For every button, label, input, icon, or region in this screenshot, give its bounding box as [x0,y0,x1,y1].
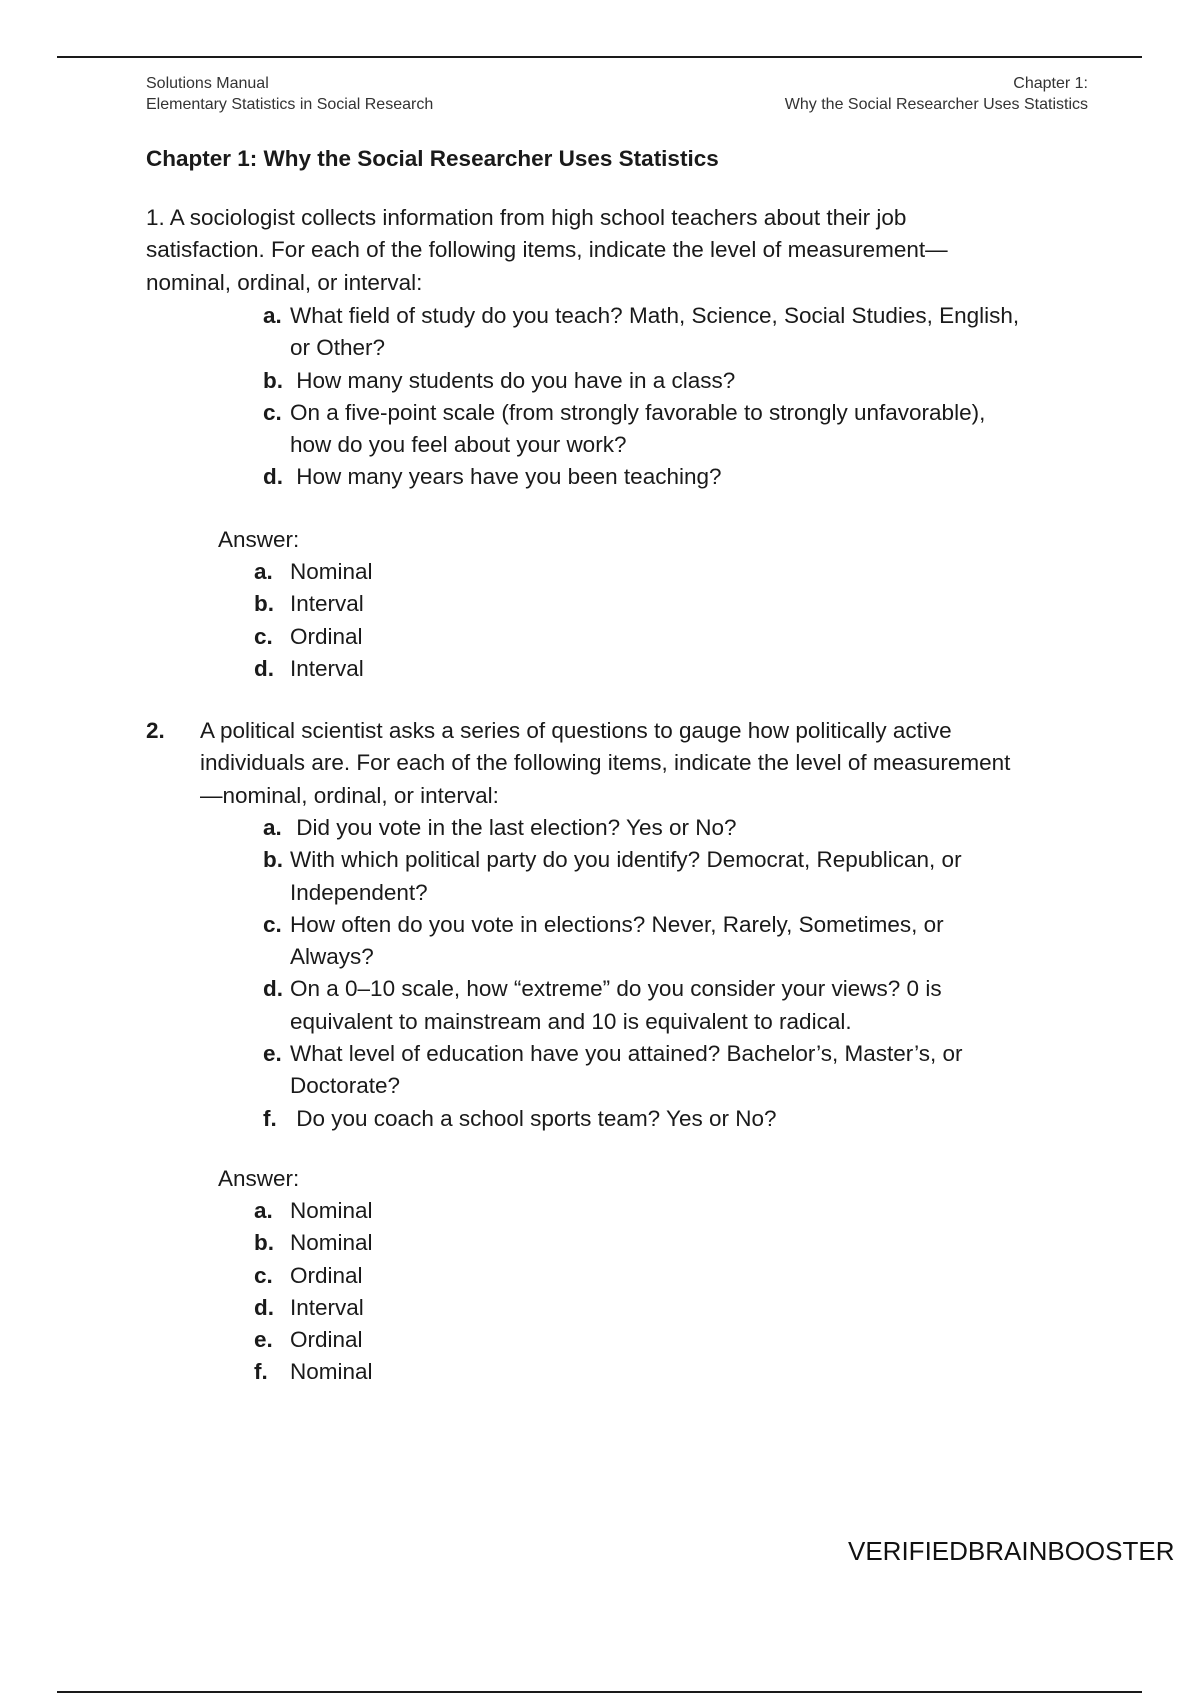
question-2-item-a [263,812,962,844]
answer-item [254,1356,373,1388]
answer-text: Ordinal [290,1262,363,1288]
chapter-title: Chapter 1: Why the Social Researcher Uses Statistics [146,146,719,171]
question-2-line: A political scientist asks a series of questions to gauge how politically active [200,718,952,743]
question-1-item-d [263,461,1019,493]
answer-letter: e. [254,1327,273,1353]
answer-text: Nominal [290,1198,373,1223]
item-line: How many years have you been teaching? [290,464,722,490]
answer-letter: a. [254,559,273,584]
question-2-items [263,812,963,1135]
running-header-right [785,73,1088,115]
item-line: Doctorate? [290,1073,401,1099]
item-label: d. [263,464,283,490]
answer-letter: c. [254,1262,273,1288]
question-2-item-d [263,973,962,1038]
question-2-item-c [263,909,962,974]
question-2-text [200,715,1010,812]
answer-text: Interval [290,591,364,617]
answer-text: Nominal [290,1359,373,1385]
answer-text: Ordinal [290,1327,363,1353]
item-line: How often do you vote in elections? Never, Rarely, Sometimes, or [290,911,944,937]
item-line: On a five-point scale (from strongly favorable to strongly unfavorable), [290,399,986,425]
item-line: Did you vote in the last election? Yes or No? [290,815,737,840]
answer-letter: a. [254,1198,273,1223]
top-rule [57,56,1142,58]
answer-item [254,1292,373,1324]
answer-text: Interval [290,655,364,681]
question-2-item-b [263,844,962,909]
question-2-line: —nominal, ordinal, or interval: [200,782,499,808]
header-book-title: Elementary Statistics in Social Research [146,96,434,113]
item-label: c. [263,399,282,425]
item-line: With which political party do you identify? Democrat, Republican, or [290,847,962,873]
bottom-rule [57,1691,1142,1693]
question-2-item-e [263,1038,963,1103]
question-2-answers [254,1195,373,1389]
question-2-line: individuals are. For each of the following items, indicate the level of measurement [200,750,1011,776]
answer-letter: d. [254,655,274,681]
item-label: a. [263,815,282,840]
question-2-answer-label: Answer: [218,1166,300,1191]
question-1-line: satisfaction. For each of the following items, indicate the level of measurement— [146,237,948,263]
question-1-item-b [263,365,1019,397]
question-1-text [146,202,948,299]
answer-item [254,556,373,588]
answer-item [254,588,373,620]
item-line: equivalent to mainstream and 10 is equivalent to radical. [290,1008,852,1034]
item-line: Do you coach a school sports team? Yes or No? [290,1105,777,1131]
header-chapter-title: Why the Social Researcher Uses Statistics [784,96,1088,113]
answer-item [254,621,373,653]
answer-text: Nominal [290,559,373,584]
answer-text: Interval [290,1294,364,1320]
item-line: or Other? [290,335,386,361]
item-label: e. [263,1041,282,1067]
header-chapter-number: Chapter 1: [1013,75,1088,92]
running-header-left [146,73,433,115]
item-line: On a 0–10 scale, how “extreme” do you consider your views? 0 is [290,976,942,1002]
item-label: b. [263,367,283,393]
item-label: d. [263,976,283,1002]
item-label: c. [263,911,282,937]
item-line: Always? [290,944,374,970]
item-line: Independent? [290,879,428,905]
answer-text: Ordinal [290,623,363,649]
answer-letter: b. [254,1230,274,1256]
question-1-item-c [263,397,1019,462]
answer-letter: f. [254,1359,268,1385]
item-line: how do you feel about your work? [290,432,627,458]
answer-item [254,1260,373,1292]
question-1-line: nominal, ordinal, or interval: [146,269,423,295]
answer-item [254,1324,373,1356]
question-1-answer-label: Answer: [218,527,300,552]
watermark-text: VERIFIEDBRAINBOOSTER [848,1536,1175,1566]
item-line: What field of study do you teach? Math, Science, Social Studies, English, [290,303,1020,328]
question-1-answers [254,556,373,685]
answer-letter: d. [254,1294,274,1320]
question-1-line: 1. A sociologist collects information from high school teachers about their job [146,205,907,230]
question-2-item-f [263,1103,962,1135]
answer-text: Nominal [290,1230,373,1256]
answer-item [254,1227,373,1259]
answer-item [254,653,373,685]
answer-item [254,1195,373,1227]
item-label: b. [263,847,283,873]
header-book-type: Solutions Manual [146,75,269,92]
question-1-item-a [263,300,1020,365]
answer-letter: c. [254,623,273,649]
item-label: f. [263,1105,277,1131]
question-1-items [263,300,1020,494]
item-label: a. [263,303,282,328]
answer-letter: b. [254,591,274,617]
question-2-number: 2. [146,718,165,743]
item-line: How many students do you have in a class? [290,367,736,393]
item-line: What level of education have you attained? Bachelor’s, Master’s, or [290,1041,963,1067]
